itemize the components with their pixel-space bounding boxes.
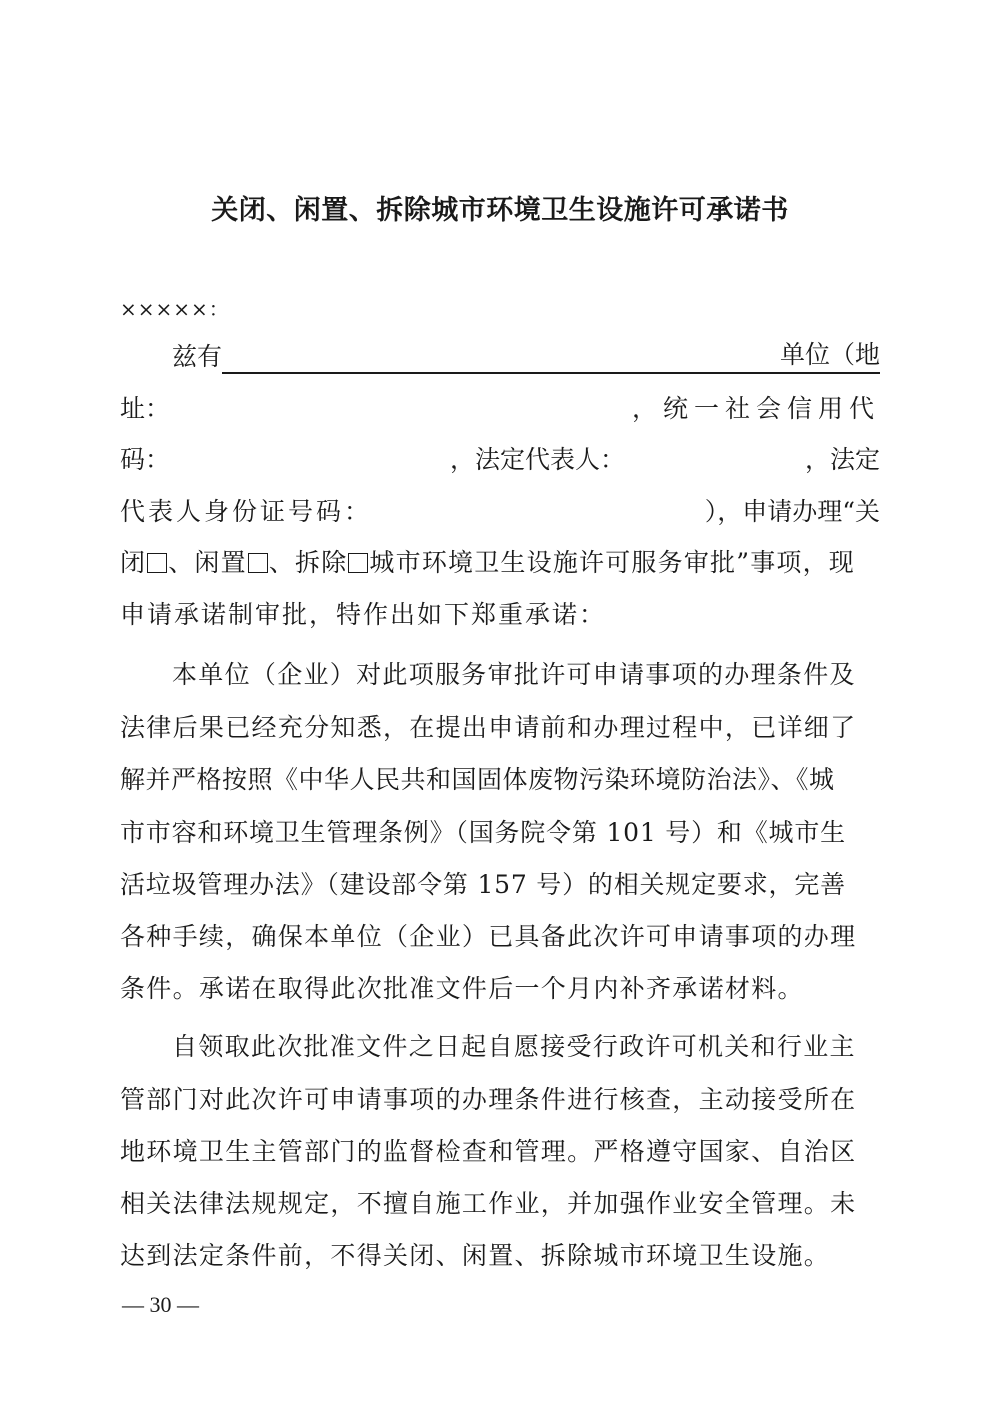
id-number-label: 代表人身份证号码： (120, 497, 373, 526)
intro-line-4 (120, 495, 880, 529)
p1-line: 活垃圾管理办法》（建设部令第 157 号）的相关规定要求，完善 (120, 870, 846, 899)
p2-line: 相关法律法规规定，不擅自施工作业，并加强作业安全管理。未 (120, 1189, 857, 1218)
p1-line: 各种手续，确保本单位（企业）已具备此次许可申请事项的办理 (120, 922, 857, 951)
credit-code-label: ，统一社会信用代 (631, 394, 880, 423)
demolish-text: 、拆除 (268, 548, 348, 577)
demolish-checkbox[interactable] (348, 553, 368, 573)
legal-rep-label: ，法定代表人： (450, 445, 626, 474)
intro-line-6: 申请承诺制审批，特作出如下郑重承诺： (120, 600, 607, 629)
intro-line-2 (120, 392, 880, 426)
unit-name-field[interactable] (222, 344, 780, 374)
salutation: ×××××： (120, 297, 230, 321)
p2-line: 自领取此次批准文件之日起自愿接受行政许可机关和行业主 (172, 1032, 856, 1061)
p2-line: 达到法定条件前，不得关闭、闲置、拆除城市环境卫生设施。 (120, 1241, 831, 1270)
code-label: 码： (120, 445, 171, 474)
p2-line: 管部门对此次许可申请事项的办理条件进行核查，主动接受所在 (120, 1085, 857, 1114)
document-title: 关闭、闲置、拆除城市环境卫生设施许可承诺书 (211, 195, 789, 226)
close-checkbox[interactable] (147, 553, 167, 573)
p2-line: 地环境卫生主管部门的监督检查和管理。严格遵守国家、自治区 (120, 1137, 857, 1166)
address-label: 址： (120, 394, 171, 423)
page-number: — 30 — (122, 1292, 199, 1317)
p1-line: 本单位（企业）对此项服务审批许可申请事项的办理条件及 (172, 660, 856, 689)
intro-prefix: 兹有 (172, 342, 223, 371)
p1-line: 法律后果已经充分知悉，在提出申请前和办理过程中，已详细了 (120, 713, 857, 742)
idle-checkbox[interactable] (248, 553, 268, 573)
intro-line-5 (120, 546, 880, 580)
unit-label: 单位（地 (780, 338, 880, 374)
legal-label: ，法定 (804, 445, 880, 474)
p1-line: 条件。承诺在取得此次批准文件后一个月内补齐承诺材料。 (120, 974, 804, 1003)
p1-line: 市市容和环境卫生管理条例》（国务院令第 101 号）和《城市生 (120, 818, 846, 847)
apply-text: ），申请办理“关 (704, 497, 880, 526)
p1-line: 解并严格按照《中华人民共和国固体废物污染环境防治法》、《城 (120, 765, 835, 794)
intro-line-1 (120, 338, 880, 374)
approval-text: 城市环境卫生设施许可服务审批”事项，现 (369, 548, 856, 577)
idle-text: 、闲置 (168, 548, 247, 577)
close-text: 闭 (120, 548, 147, 577)
